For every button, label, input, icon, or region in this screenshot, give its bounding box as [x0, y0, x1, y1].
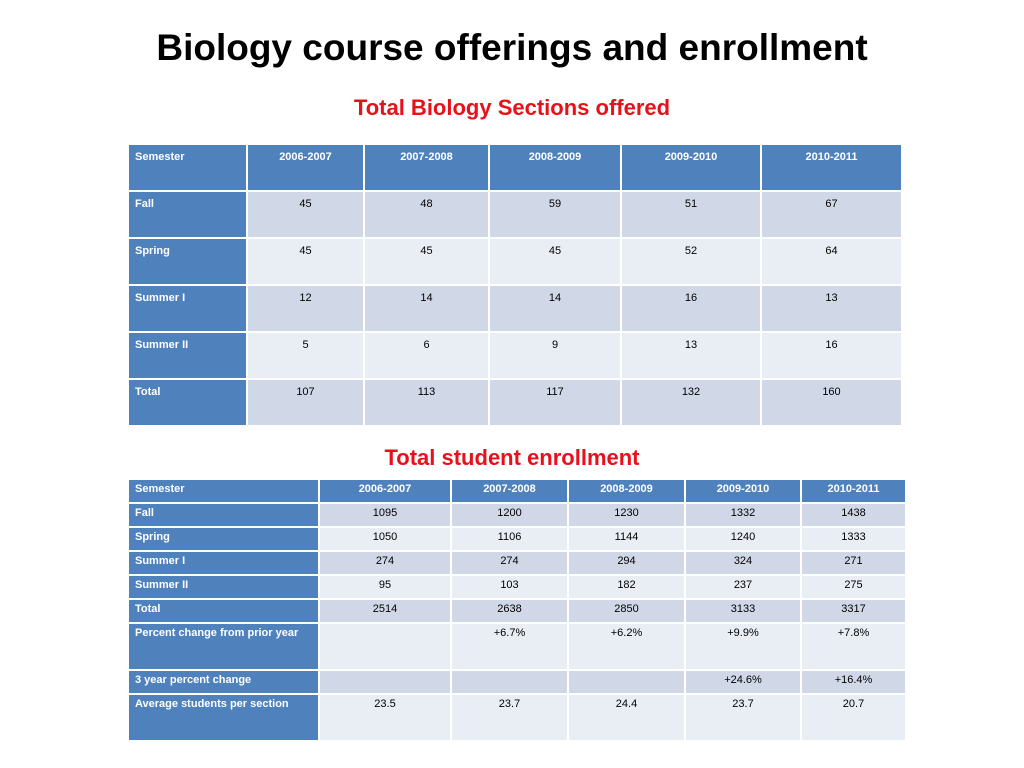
table-cell: 275: [801, 575, 906, 599]
table-cell: 1240: [685, 527, 801, 551]
row-label: 3 year percent change: [128, 670, 319, 694]
table-cell: +16.4%: [801, 670, 906, 694]
table-row: [128, 694, 906, 741]
table-cell: +6.7%: [451, 623, 568, 670]
table-cell: +7.8%: [801, 623, 906, 670]
table-cell: 274: [451, 551, 568, 575]
table-cell: 117: [489, 379, 621, 426]
row-label: Summer II: [128, 332, 247, 379]
table-cell: 1095: [319, 503, 451, 527]
table-cell: 23.5: [319, 694, 451, 741]
table-row: [128, 623, 906, 670]
table-cell: 45: [489, 238, 621, 285]
table-cell: 24.4: [568, 694, 685, 741]
row-label: Average students per section: [128, 694, 319, 741]
header-cell: 2006-2007: [247, 144, 364, 191]
row-label: Summer II: [128, 575, 319, 599]
table-cell: 2850: [568, 599, 685, 623]
table-row: [128, 551, 906, 575]
table-row: [128, 332, 902, 379]
table-cell: [568, 670, 685, 694]
row-label: Total: [128, 379, 247, 426]
table-cell: 324: [685, 551, 801, 575]
table-cell: 274: [319, 551, 451, 575]
header-cell: 2010-2011: [761, 144, 902, 191]
table-cell: 113: [364, 379, 489, 426]
table-cell: 6: [364, 332, 489, 379]
table-cell: 16: [761, 332, 902, 379]
table-row: [128, 238, 902, 285]
table-cell: 52: [621, 238, 761, 285]
table-cell: 294: [568, 551, 685, 575]
table-cell: 45: [247, 191, 364, 238]
table-cell: 64: [761, 238, 902, 285]
table-cell: 48: [364, 191, 489, 238]
header-cell: Semester: [128, 479, 319, 503]
table-cell: 1106: [451, 527, 568, 551]
table-cell: 45: [364, 238, 489, 285]
table-cell: 2514: [319, 599, 451, 623]
table-cell: [451, 670, 568, 694]
table-cell: 95: [319, 575, 451, 599]
table-cell: 67: [761, 191, 902, 238]
table-cell: 23.7: [451, 694, 568, 741]
row-label: Summer I: [128, 551, 319, 575]
table-row: [128, 379, 902, 426]
table-cell: 13: [761, 285, 902, 332]
enrollment-table: [127, 478, 907, 742]
table-cell: 23.7: [685, 694, 801, 741]
table-row: [128, 191, 902, 238]
table-cell: [319, 670, 451, 694]
row-label: Percent change from prior year: [128, 623, 319, 670]
header-cell: 2009-2010: [685, 479, 801, 503]
table-cell: 107: [247, 379, 364, 426]
table-row: [128, 599, 906, 623]
header-cell: 2008-2009: [489, 144, 621, 191]
table-cell: 1332: [685, 503, 801, 527]
table-cell: 2638: [451, 599, 568, 623]
enrollment-header-row: [128, 479, 906, 503]
header-cell: 2007-2008: [364, 144, 489, 191]
row-label: Spring: [128, 238, 247, 285]
header-cell: Semester: [128, 144, 247, 191]
table-cell: 12: [247, 285, 364, 332]
header-cell: 2010-2011: [801, 479, 906, 503]
table-cell: 132: [621, 379, 761, 426]
row-label: Spring: [128, 527, 319, 551]
table-row: [128, 575, 906, 599]
table-cell: 103: [451, 575, 568, 599]
table-cell: 237: [685, 575, 801, 599]
sections-heading: Total Biology Sections offered: [353, 95, 671, 120]
table-cell: +6.2%: [568, 623, 685, 670]
table-cell: 182: [568, 575, 685, 599]
row-label: Fall: [128, 503, 319, 527]
slide-title: Biology course offerings and enrollment: [156, 27, 868, 68]
table-cell: 1333: [801, 527, 906, 551]
table-cell: 1230: [568, 503, 685, 527]
table-cell: 16: [621, 285, 761, 332]
table-cell: 14: [489, 285, 621, 332]
header-cell: 2009-2010: [621, 144, 761, 191]
enrollment-heading: Total student enrollment: [384, 445, 640, 470]
table-cell: 1050: [319, 527, 451, 551]
table-cell: 160: [761, 379, 902, 426]
sections-header-row: [128, 144, 902, 191]
table-cell: 13: [621, 332, 761, 379]
table-cell: 20.7: [801, 694, 906, 741]
table-cell: 51: [621, 191, 761, 238]
table-cell: +24.6%: [685, 670, 801, 694]
header-cell: 2006-2007: [319, 479, 451, 503]
row-label: Fall: [128, 191, 247, 238]
table-cell: [319, 623, 451, 670]
table-row: [128, 285, 902, 332]
header-cell: 2007-2008: [451, 479, 568, 503]
table-cell: +9.9%: [685, 623, 801, 670]
table-cell: 1144: [568, 527, 685, 551]
table-cell: 1200: [451, 503, 568, 527]
table-row: [128, 503, 906, 527]
row-label: Summer I: [128, 285, 247, 332]
table-cell: 14: [364, 285, 489, 332]
table-cell: 1438: [801, 503, 906, 527]
table-row: [128, 527, 906, 551]
sections-table: [127, 143, 903, 427]
table-cell: 5: [247, 332, 364, 379]
table-cell: 9: [489, 332, 621, 379]
table-cell: 3317: [801, 599, 906, 623]
table-row: [128, 670, 906, 694]
table-cell: 3133: [685, 599, 801, 623]
table-cell: 59: [489, 191, 621, 238]
row-label: Total: [128, 599, 319, 623]
header-cell: 2008-2009: [568, 479, 685, 503]
table-cell: 271: [801, 551, 906, 575]
table-cell: 45: [247, 238, 364, 285]
